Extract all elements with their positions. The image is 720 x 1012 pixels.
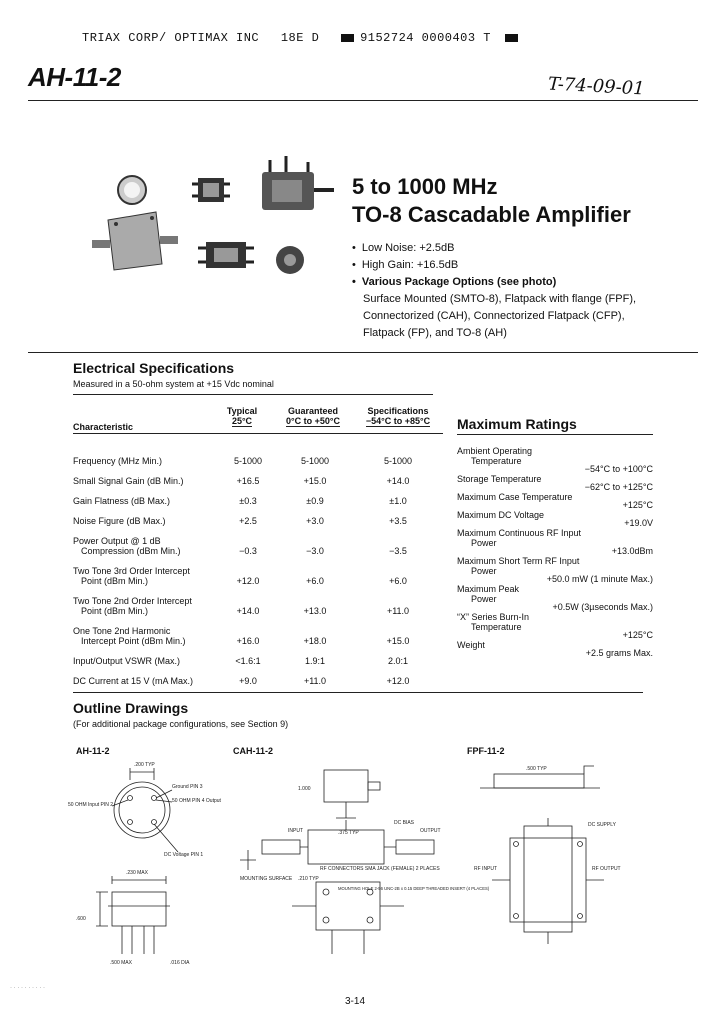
spec-specification: +6.0	[389, 576, 407, 586]
spec-guaranteed: ±0.9	[306, 496, 324, 506]
col-typical	[220, 406, 264, 427]
rating-row	[457, 528, 653, 556]
cah-output: OUTPUT	[420, 828, 441, 834]
scan-footer: · · · · · · · · · ·	[10, 985, 45, 991]
drawing-label: FPF-11-2	[467, 746, 505, 756]
spec-characteristic	[73, 646, 219, 666]
col-guaranteed	[276, 406, 350, 427]
spec-char-line1: Input/Output VSWR (Max.)	[73, 656, 181, 666]
ah-dim2: .600	[76, 916, 86, 922]
spec-row	[73, 586, 443, 616]
rating-label: Maximum Short Term RF Input	[457, 556, 580, 566]
doc-number: 9152724 0000403 T	[360, 31, 491, 45]
drawing-label: CAH-11-2	[233, 746, 274, 756]
spec-characteristic	[73, 616, 219, 646]
spec-specification: +14.0	[386, 476, 410, 486]
fpf-dc-supply: DC SUPPLY	[588, 822, 616, 828]
document-header	[82, 31, 524, 45]
ah-ground: Ground PIN 3	[172, 784, 203, 790]
package-line: Surface Mounted (SMTO-8), Flatpack with flange (FPF),	[363, 293, 637, 305]
spec-guaranteed: −3.0	[306, 546, 324, 556]
fpf-dim1: .500 TYP	[526, 766, 547, 772]
handwritten-ref: T-74-09-01	[547, 73, 646, 100]
col-typical-sub: 25°C	[231, 416, 253, 426]
cah-input: INPUT	[288, 828, 303, 834]
col-typical-label: Typical	[226, 406, 258, 416]
divider	[73, 433, 443, 434]
company-name: TRIAX CORP/ OPTIMAX INC	[82, 31, 260, 45]
spec-typical: <1.6:1	[235, 656, 261, 666]
rating-value: −54°C to +100°C	[584, 464, 653, 474]
cah-mount: MOUNTING SURFACE	[240, 876, 293, 882]
spec-guaranteed: 5-1000	[300, 456, 330, 466]
spec-specification: +3.5	[389, 516, 407, 526]
rating-row	[457, 584, 653, 612]
col-specifications-label: Specifications	[367, 406, 429, 416]
rating-value: +19.0V	[624, 518, 653, 528]
spec-char-line1: Frequency (MHz Min.)	[73, 456, 163, 466]
spec-specification: +11.0	[386, 606, 410, 616]
to8-can-photo	[118, 176, 146, 204]
rating-row	[457, 556, 653, 584]
part-number: AH-11-2	[28, 62, 121, 92]
col-guaranteed-sub: 0°C to +50°C	[286, 416, 340, 426]
ah-11-2-drawing	[60, 758, 220, 980]
spec-specification: 5-1000	[383, 456, 413, 466]
rating-label-line2: Power	[471, 566, 497, 576]
divider	[73, 394, 433, 395]
code: 18E D	[280, 31, 320, 45]
spec-char-line1: Gain Flatness (dB Max.)	[73, 496, 171, 506]
drawing-label: AH-11-2	[76, 746, 110, 756]
spec-char-line1: Small Signal Gain (dB Min.)	[73, 476, 184, 486]
col-guaranteed-label: Guaranteed	[287, 406, 338, 416]
rating-label: Maximum Case Temperature	[457, 492, 573, 502]
rating-label-line2: Temperature	[471, 456, 522, 466]
ah-dim3: .500 MAX	[110, 960, 132, 966]
spec-row	[73, 556, 443, 586]
rating-value: +125°C	[622, 630, 653, 640]
spec-row	[73, 666, 443, 686]
spec-characteristic	[73, 666, 219, 686]
spec-characteristic	[73, 556, 219, 586]
spec-char-line1: One Tone 2nd Harmonic	[73, 626, 171, 636]
rating-row	[457, 612, 653, 640]
spec-specification: 2.0:1	[387, 656, 409, 666]
black-mark-icon	[341, 34, 354, 42]
rating-value: −62°C to +125°C	[584, 482, 653, 492]
spec-guaranteed: +18.0	[303, 636, 327, 646]
package-line: Connectorized (CAH), Connectorized Flatpack (CFP),	[363, 310, 625, 322]
black-mark-icon	[505, 34, 518, 42]
spec-guaranteed: 1.9:1	[304, 656, 326, 666]
divider	[28, 100, 698, 101]
rating-row	[457, 640, 653, 658]
rating-label-line2: Power	[471, 594, 497, 604]
spec-typical: +12.0	[236, 576, 260, 586]
feature-list	[352, 240, 636, 342]
cah-hole: MOUNTING HOLE 2-56 UNC-2B x 0.15 DEEP THREADED INSERT (4 PLACES)	[338, 886, 490, 891]
spec-row	[73, 526, 443, 556]
spec-char-line2: Point (dBm Min.)	[81, 576, 149, 586]
rating-label: “X” Series Burn-In	[457, 612, 530, 622]
product-photo	[86, 150, 346, 300]
spec-typical: +14.0	[236, 606, 260, 616]
divider	[73, 692, 643, 693]
product-title-line2: TO-8 Cascadable Amplifier	[352, 202, 631, 227]
spec-guaranteed: +13.0	[303, 606, 327, 616]
rating-label: Storage Temperature	[457, 474, 542, 484]
spec-row	[73, 616, 443, 646]
spec-char-line1: Two Tone 3rd Order Intercept	[73, 566, 190, 576]
fpf-rf-in: RF INPUT	[474, 866, 498, 872]
ah-rf-in: 50 OHM Input PIN 2	[68, 802, 114, 808]
spec-char-line1: Power Output @ 1 dB	[73, 536, 161, 546]
max-ratings-heading: Maximum Ratings	[457, 416, 577, 432]
rating-value: +13.0dBm	[611, 546, 653, 556]
cah-rf-conn: RF CONNECTORS SMA JACK (FEMALE) 2 PLACES	[320, 866, 440, 872]
spec-specification: +12.0	[386, 676, 410, 686]
cah-dim1: 1.000	[298, 786, 311, 792]
ah-dim4: .016 DIA	[170, 960, 190, 966]
divider	[28, 352, 698, 353]
outline-subheading: (For additional package configurations, see Section 9)	[73, 719, 289, 729]
rating-value: +0.5W (3µseconds Max.)	[552, 602, 653, 612]
spec-typical: +9.0	[239, 676, 257, 686]
outline-heading: Outline Drawings	[73, 700, 189, 716]
rating-value: +2.5 grams Max.	[585, 648, 653, 658]
ah-dim1: .230 MAX	[126, 870, 148, 876]
spec-char-line1: DC Current at 15 V (mA Max.)	[73, 676, 194, 686]
rating-value: +125°C	[622, 500, 653, 510]
to8-pins-photo	[276, 246, 304, 274]
spec-row	[73, 466, 443, 486]
electrical-table	[73, 446, 443, 686]
product-title-line1: 5 to 1000 MHz	[352, 174, 498, 199]
fpf-package-photo	[198, 242, 254, 268]
spec-row	[73, 486, 443, 506]
spec-char-line2: Compression (dBm Min.)	[81, 546, 181, 556]
spec-characteristic	[73, 506, 219, 526]
ah-dc: DC Voltage PIN 1	[164, 852, 204, 858]
spec-characteristic	[73, 526, 219, 556]
fpf-11-2-drawing	[470, 758, 650, 980]
smto8-package-photo	[192, 178, 230, 202]
rating-label: Weight	[457, 640, 485, 650]
col-specifications-sub: −54°C to +85°C	[365, 416, 431, 426]
spec-typical: 5-1000	[233, 456, 263, 466]
spec-row	[73, 646, 443, 666]
spec-specification: −3.5	[389, 546, 407, 556]
electrical-subheading: Measured in a 50-ohm system at +15 Vdc nominal	[73, 379, 274, 389]
ah-typ: .200 TYP	[134, 762, 155, 768]
package-line: Flatpack (FP), and TO-8 (AH)	[363, 327, 507, 339]
col-specifications	[356, 406, 440, 427]
spec-characteristic	[73, 466, 219, 486]
divider	[457, 434, 653, 435]
rating-label-line2: Power	[471, 538, 497, 548]
spec-guaranteed: +3.0	[306, 516, 324, 526]
spec-typical: +16.0	[236, 636, 260, 646]
col-characteristic: Characteristic	[73, 422, 134, 432]
cfp-package-photo	[262, 156, 334, 210]
page-number: 3-14	[345, 996, 366, 1007]
rating-row	[457, 492, 653, 510]
spec-specification: +15.0	[386, 636, 410, 646]
spec-char-line2: Point (dBm Min.)	[81, 606, 149, 616]
cah-dim3: .375 TYP	[338, 830, 359, 836]
spec-typical: +16.5	[236, 476, 260, 486]
feature-bullet: • Various Package Options (see photo)	[352, 274, 636, 291]
electrical-heading: Electrical Specifications	[73, 360, 235, 376]
rating-label: Maximum DC Voltage	[457, 510, 545, 520]
spec-characteristic	[73, 486, 219, 506]
spec-row	[73, 506, 443, 526]
rating-row	[457, 446, 653, 474]
rating-label: Maximum Continuous RF Input	[457, 528, 582, 538]
spec-char-line1: Noise Figure (dB Max.)	[73, 516, 166, 526]
rating-value: +50.0 mW (1 minute Max.)	[546, 574, 653, 584]
rating-row	[457, 474, 653, 492]
rating-label-line2: Temperature	[471, 622, 522, 632]
spec-typical: −0.3	[239, 546, 257, 556]
spec-specification: ±1.0	[389, 496, 407, 506]
ah-rf-out: 50 OHM PIN 4 Output	[172, 798, 221, 804]
fpf-rf-out: RF OUTPUT	[592, 866, 621, 872]
rating-label: Ambient Operating	[457, 446, 533, 456]
spec-guaranteed: +11.0	[303, 676, 327, 686]
cah-package-photo	[92, 212, 178, 270]
spec-guaranteed: +6.0	[306, 576, 324, 586]
spec-guaranteed: +15.0	[303, 476, 327, 486]
spec-row	[73, 446, 443, 466]
cah-dim2: .210 TYP	[298, 876, 319, 882]
rating-row	[457, 510, 653, 528]
spec-char-line1: Two Tone 2nd Order Intercept	[73, 596, 192, 606]
spec-typical: +2.5	[239, 516, 257, 526]
feature-bullet: • High Gain: +16.5dB	[352, 257, 636, 274]
spec-typical: ±0.3	[239, 496, 257, 506]
rating-label: Maximum Peak	[457, 584, 520, 594]
spec-characteristic	[73, 446, 219, 466]
cah-dc-bias: DC BIAS	[394, 820, 415, 826]
spec-char-line2: Intercept Point (dBm Min.)	[81, 636, 186, 646]
max-ratings-list	[457, 446, 653, 658]
feature-bullet: • Low Noise: +2.5dB	[352, 240, 636, 257]
spec-characteristic	[73, 586, 219, 616]
